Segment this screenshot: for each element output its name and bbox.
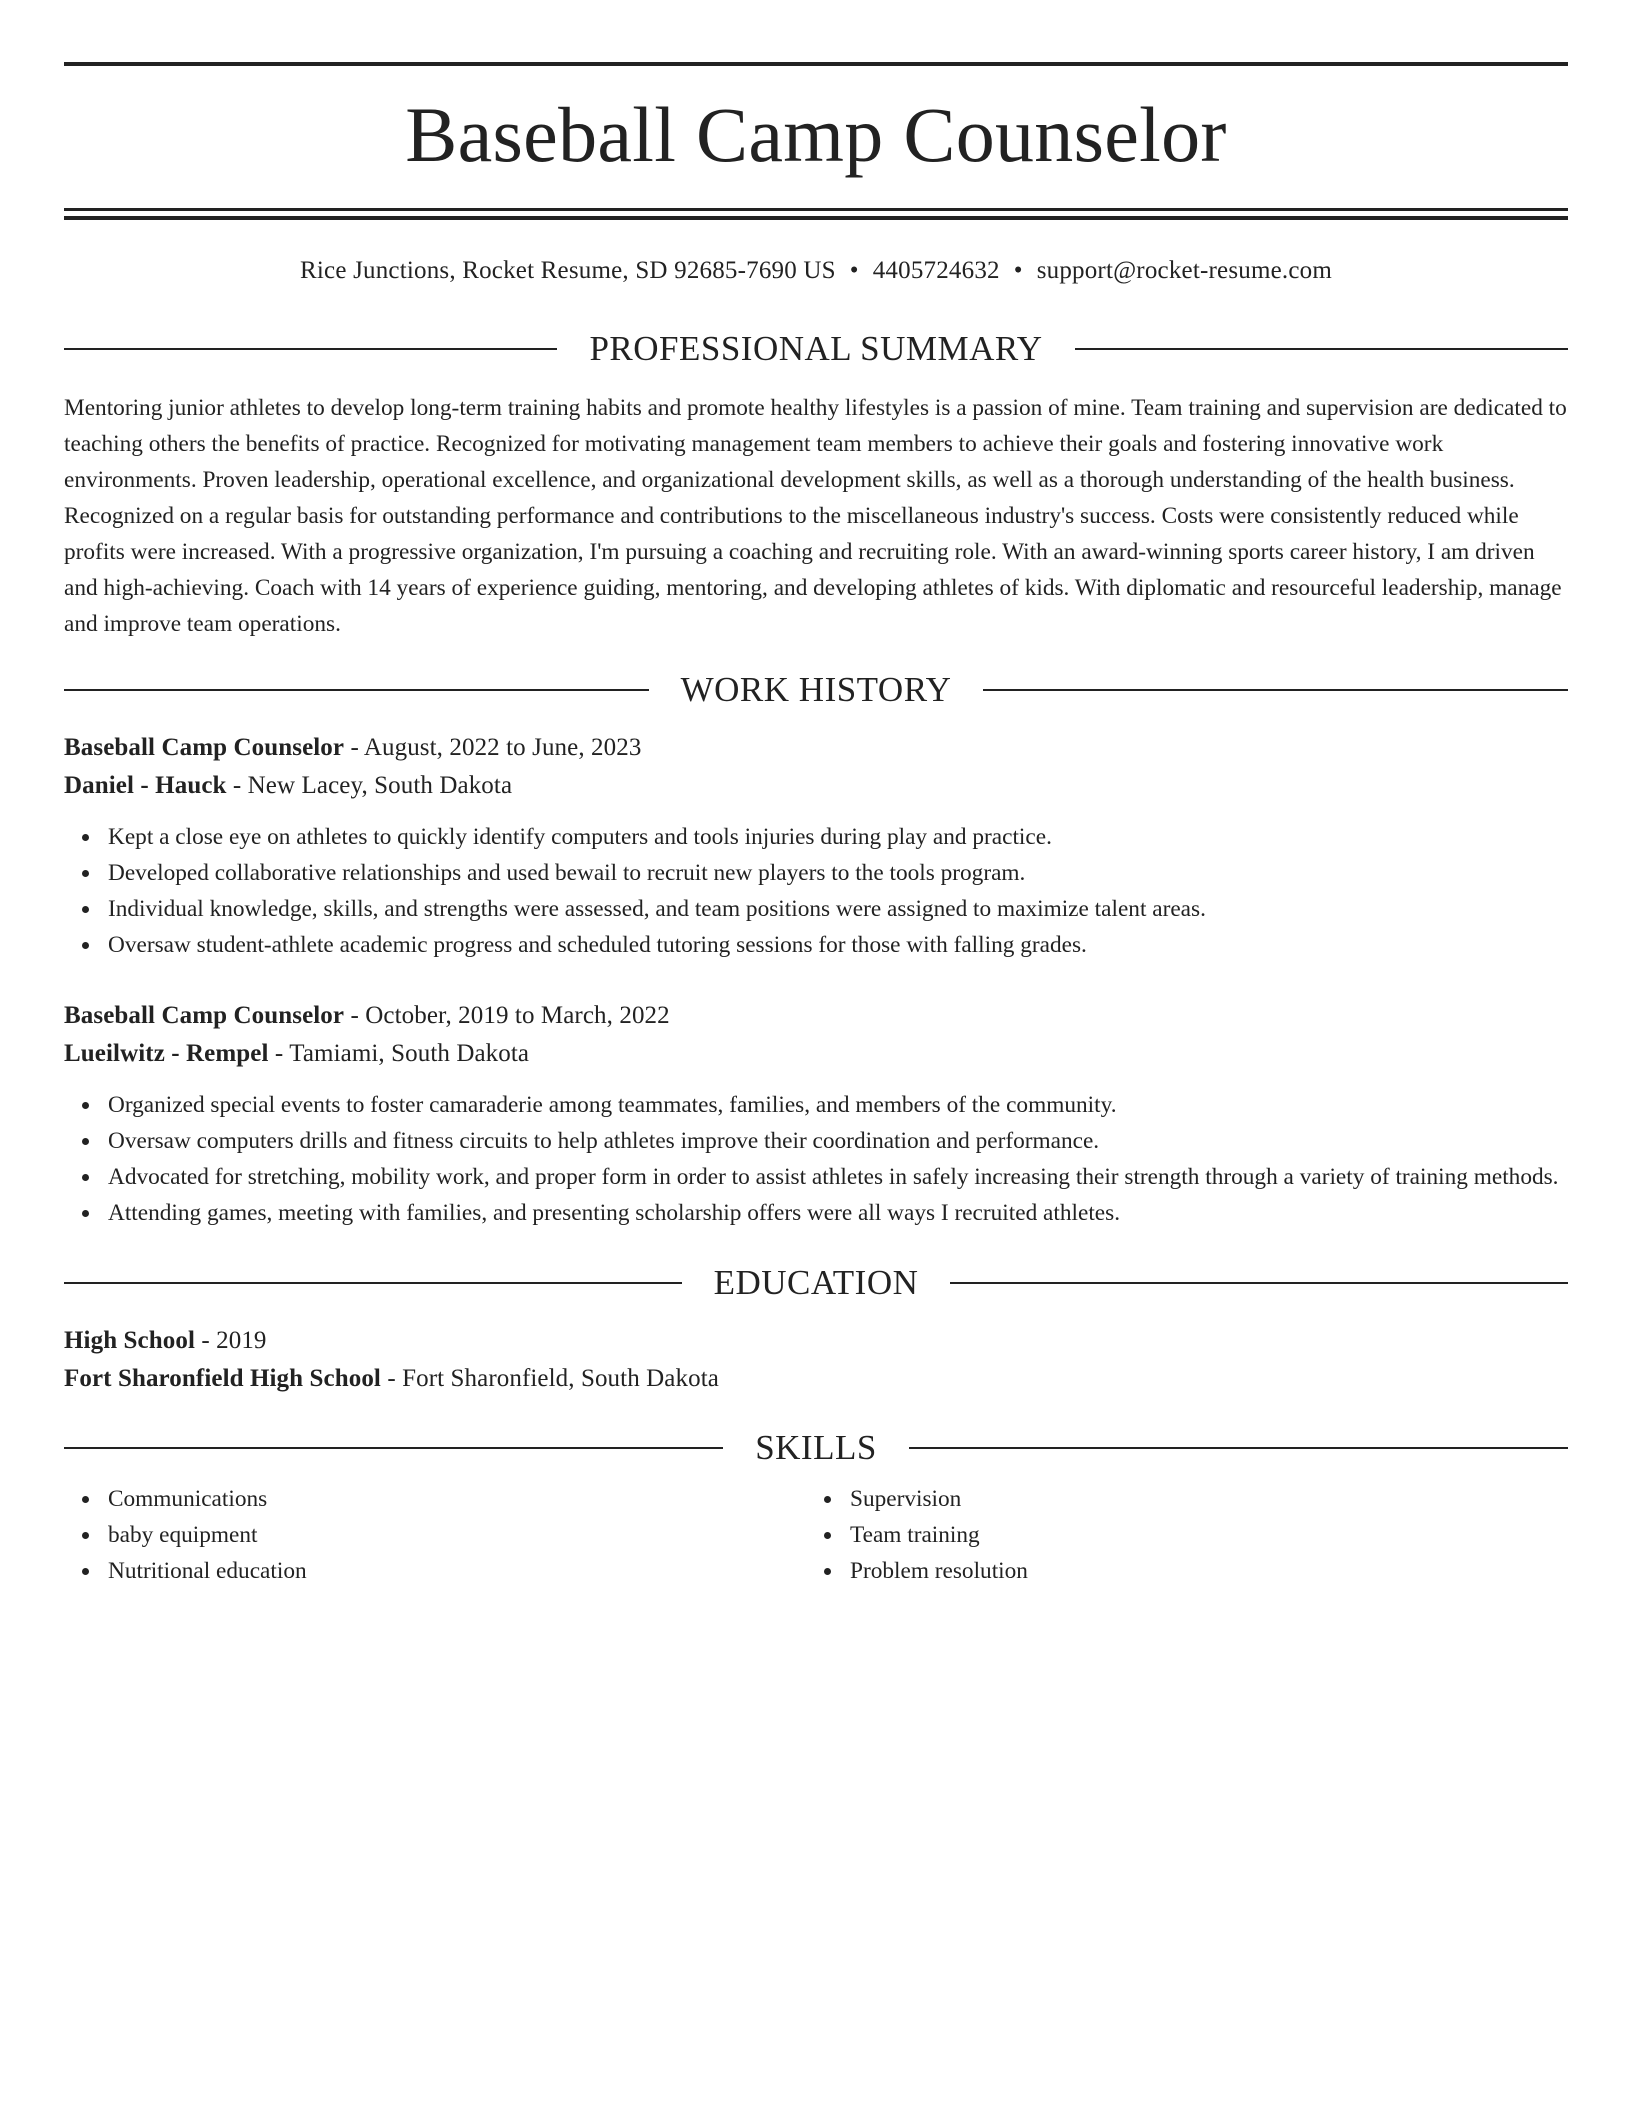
resume-name: Baseball Camp Counselor — [405, 91, 1227, 178]
section-title: WORK HISTORY — [680, 670, 952, 709]
divider-line — [950, 1282, 1568, 1284]
section-title: EDUCATION — [713, 1263, 919, 1302]
job-bullet: Developed collaborative relationships and used bewail to recruit new players to the tools program. — [108, 855, 1568, 891]
job-title-line — [64, 729, 1568, 767]
contact-phone: 4405724632 — [872, 257, 1000, 284]
skill-item: Supervision — [850, 1481, 1548, 1517]
job-company: Lueilwitz - Rempel — [64, 1040, 269, 1067]
job-bullet: Oversaw computers drills and fitness circuits to help athletes improve their coordination and performance. — [108, 1123, 1568, 1159]
contact-address: Rice Junctions, Rocket Resume, SD 92685-7690 US — [300, 257, 836, 284]
job-bullet: Kept a close eye on athletes to quickly identify computers and tools injuries during play and practice. — [108, 819, 1568, 855]
section-heading-skills — [64, 1430, 1568, 1465]
skill-item: Team training — [850, 1517, 1548, 1553]
divider-line — [909, 1447, 1568, 1449]
contact-separator: • — [1013, 257, 1023, 284]
job-dates: - August, 2022 to June, 2023 — [344, 734, 642, 761]
skills-list — [64, 1481, 1568, 1589]
job-dates: - October, 2019 to March, 2022 — [344, 1002, 670, 1029]
job-bullet: Organized special events to foster camaraderie among teammates, families, and members of the community. — [108, 1087, 1568, 1123]
contact-line — [64, 258, 1568, 283]
divider-line — [64, 1282, 682, 1284]
education-location: - Fort Sharonfield, South Dakota — [380, 1365, 719, 1392]
skill-item: Communications — [108, 1481, 806, 1517]
job-bullets — [64, 1087, 1568, 1231]
education-degree-line — [64, 1322, 1568, 1360]
divider-line — [983, 689, 1568, 691]
job-bullets — [64, 819, 1568, 963]
job-company-line — [64, 767, 1568, 805]
job-bullet: Oversaw student-athlete academic progress and scheduled tutoring sessions for those with falling grades. — [108, 927, 1568, 963]
summary-text: Mentoring junior athletes to develop long-term training habits and promote healthy lifestyles is a passion of mine. Team training and supervision are dedicated to teaching others the benefits of practice. Recognized for motivating management team members to achieve their goals and fostering innovative work environments. Proven leadership, operational excellence, and organizational development skills, as well as a thorough understanding of the health business. Recognized on a regular basis for outstanding performance and contributions to the miscellaneous industry's success. Costs were consistently reduced while profits were increased. With a progressive organization, I'm pursuing a coaching and recruiting role. With an award-winning sports career history, I am driven and high-achieving. Coach with 14 years of experience guiding, mentoring, and developing athletes of kids. With diplomatic and resourceful leadership, manage and improve team operations. — [64, 395, 1567, 637]
skills-column-right — [806, 1481, 1548, 1589]
section-title: SKILLS — [755, 1428, 877, 1467]
education-school: Fort Sharonfield High School — [64, 1365, 381, 1392]
education-school-line — [64, 1360, 1568, 1398]
section-heading-summary — [64, 331, 1568, 366]
job-bullet: Attending games, meeting with families, and presenting scholarship offers were all ways I recruited athletes. — [108, 1195, 1568, 1231]
skills-column-left — [64, 1481, 806, 1589]
skill-item: Problem resolution — [850, 1553, 1548, 1589]
job-company: Daniel - Hauck — [64, 772, 227, 799]
section-heading-work — [64, 672, 1568, 707]
education-degree: High School — [64, 1327, 195, 1354]
job-entry — [64, 997, 1568, 1231]
job-bullet: Individual knowledge, skills, and strengths were assessed, and team positions were assigned to maximize talent areas. — [108, 891, 1568, 927]
section-heading-education — [64, 1265, 1568, 1300]
divider-line — [64, 1447, 723, 1449]
resume-page — [64, 62, 1568, 1589]
double-rule — [64, 208, 1568, 220]
job-title: Baseball Camp Counselor — [64, 734, 345, 761]
job-title-line — [64, 997, 1568, 1035]
skill-item: Nutritional education — [108, 1553, 806, 1589]
divider-line — [64, 689, 649, 691]
job-title: Baseball Camp Counselor — [64, 1002, 345, 1029]
job-company-line — [64, 1035, 1568, 1073]
job-location: - New Lacey, South Dakota — [226, 772, 513, 799]
job-entry — [64, 729, 1568, 963]
contact-email: support@rocket-resume.com — [1036, 257, 1332, 284]
job-location: - Tamiami, South Dakota — [268, 1040, 530, 1067]
divider-line — [1075, 348, 1568, 350]
job-bullet: Advocated for stretching, mobility work, and proper form in order to assist athletes in safely increasing their strength through a variety of training methods. — [108, 1159, 1568, 1195]
skill-item: baby equipment — [108, 1517, 806, 1553]
divider-line — [64, 348, 557, 350]
contact-separator: • — [849, 257, 859, 284]
education-entry — [64, 1322, 1568, 1398]
education-year: - 2019 — [195, 1327, 267, 1354]
section-title: PROFESSIONAL SUMMARY — [589, 329, 1043, 368]
